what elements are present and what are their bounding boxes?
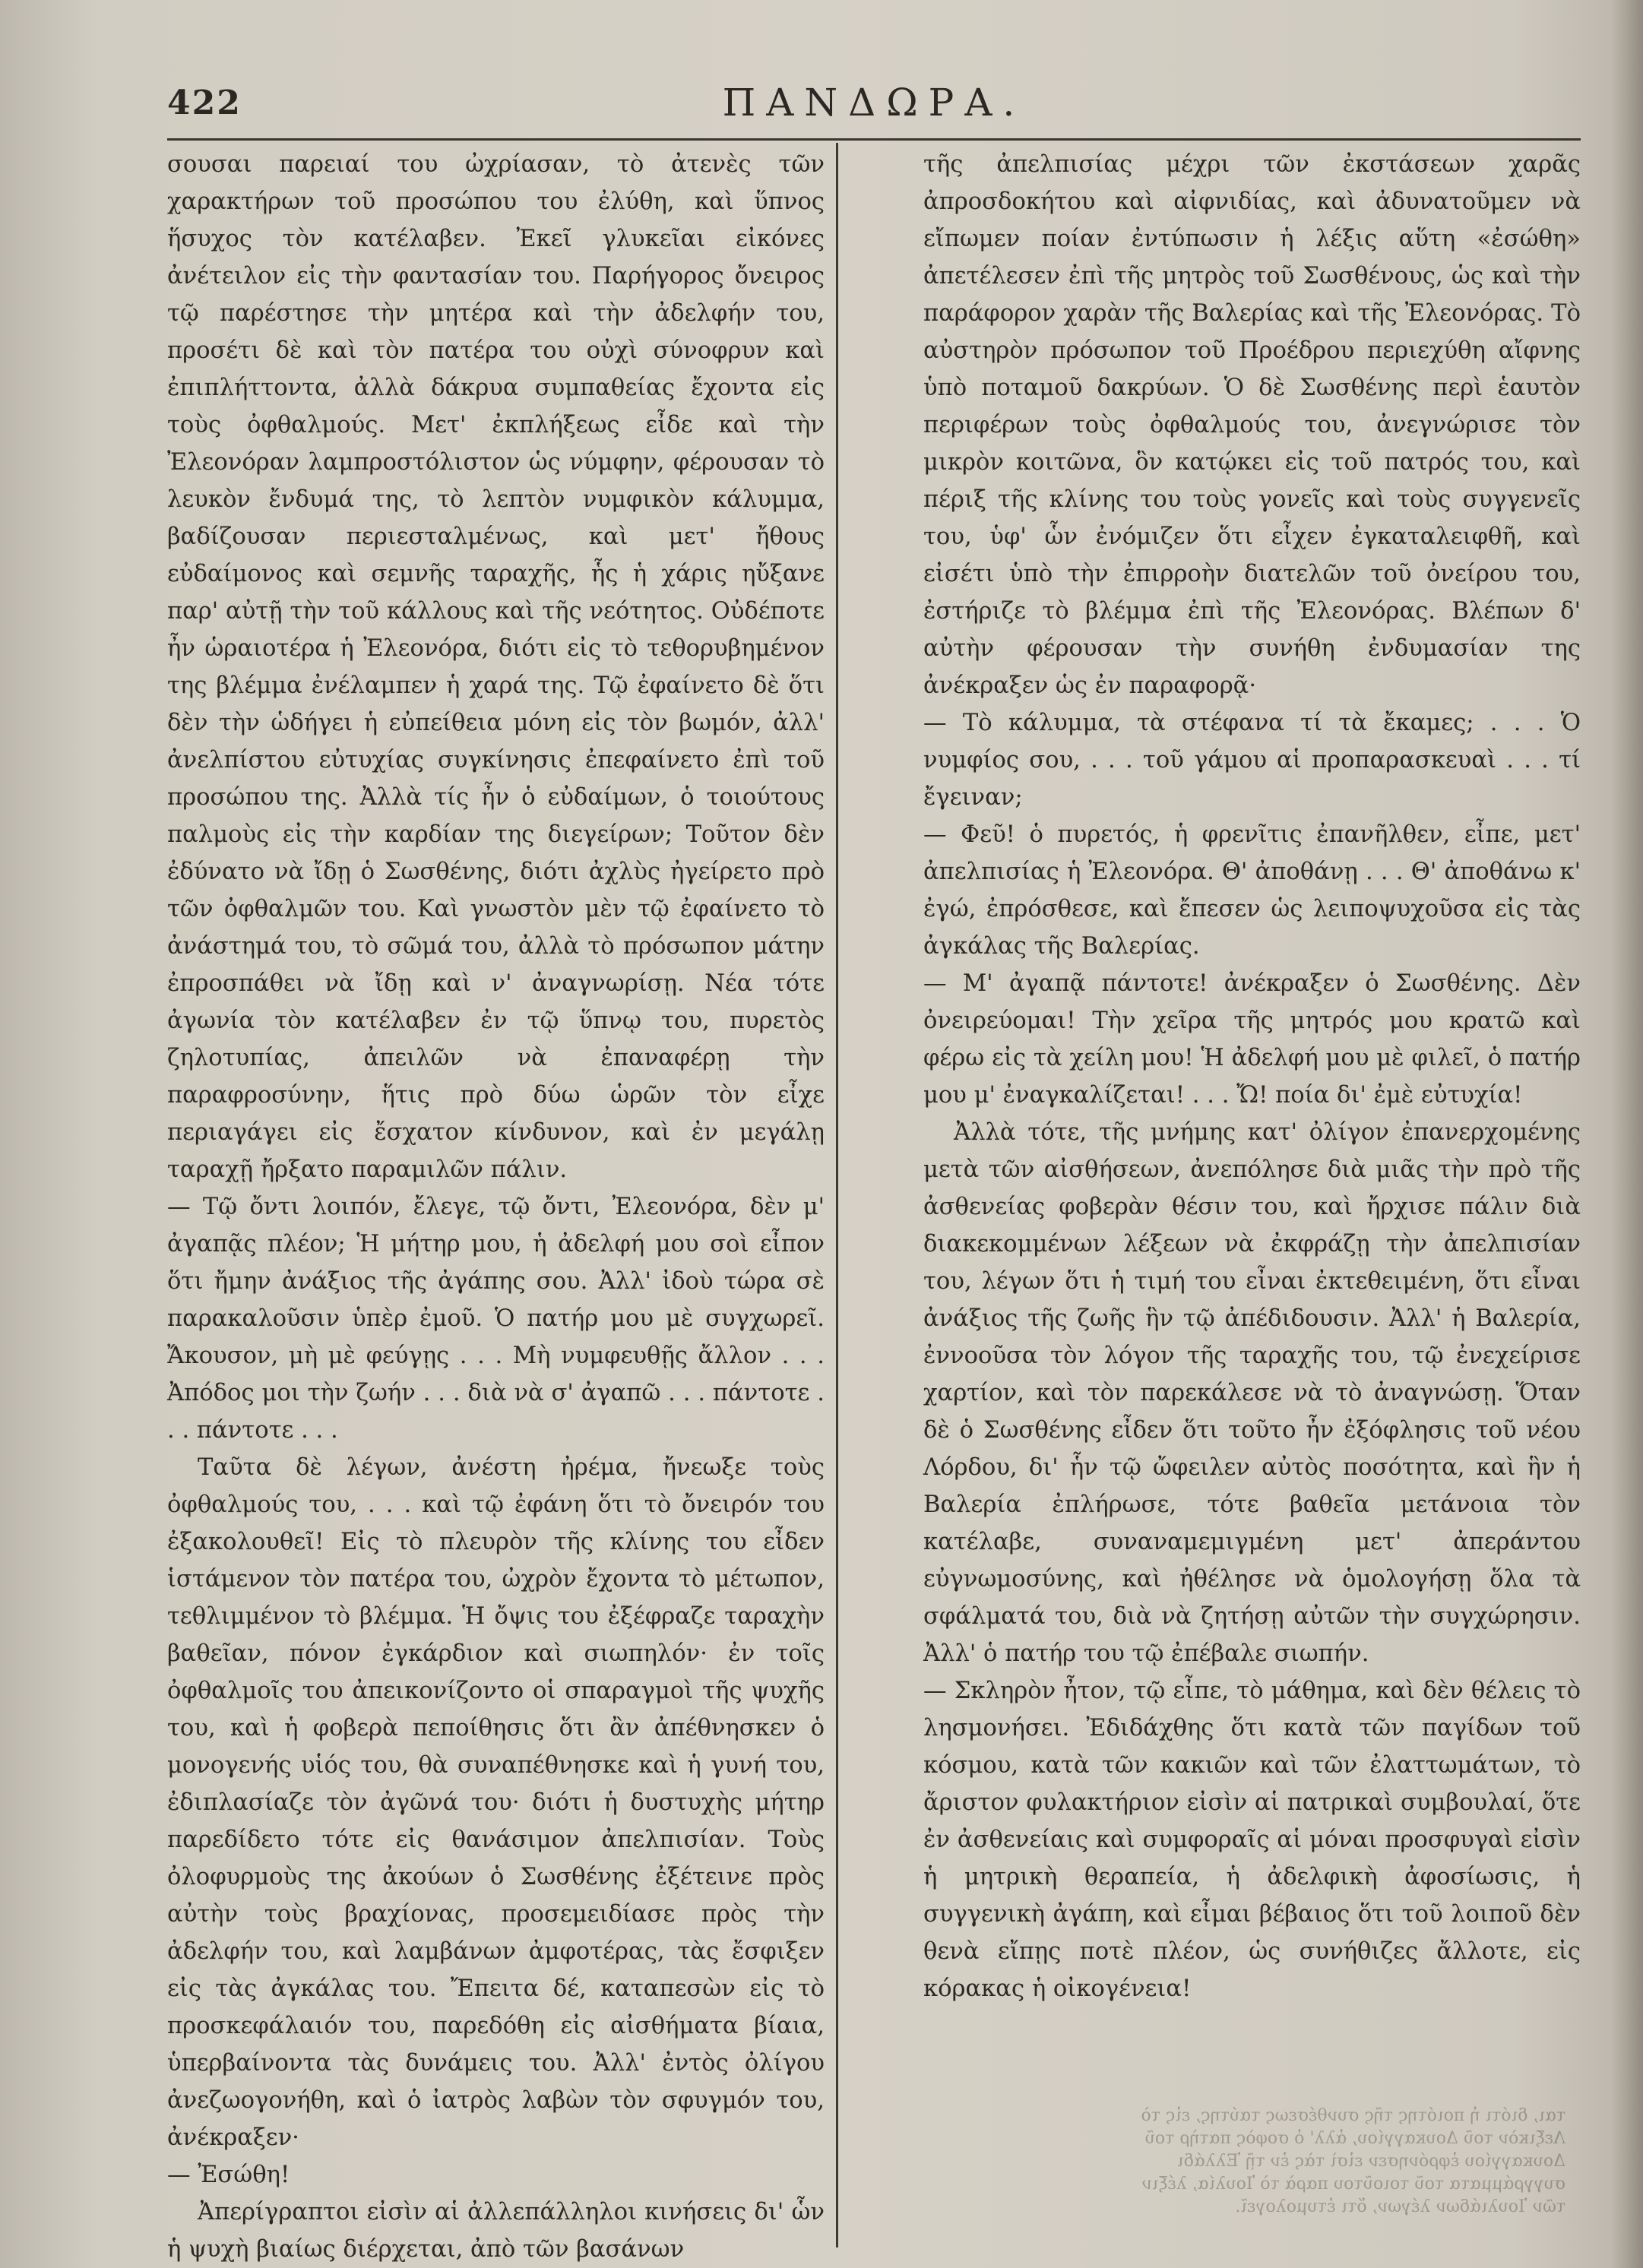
- show-through-text: ται, διότι ἡ ποιότης τῆς συνθέσεως ταύτης, εἰς τὸ Λεξικὸν τοῦ Δουκαγγίου, ἀλλ' ὁ σοφὸς πατὴρ τοῦ Δουκαγγίου ἐφρόνησεν εἰσὶ τὰς ἐν τῇ Ἑλλάδι συγγράμματα τοῦ τοιοῦτου παρὰ τὸ Ἰουλία, λέξιν τῶν Ἰουλιάδων λέγων, ὅτι ἐτυμολογεῖ.: [1141, 2106, 1565, 2216]
- left-column: [167, 146, 825, 2263]
- header-rule: [167, 138, 1581, 141]
- page-header: [167, 76, 1581, 137]
- dialogue-paragraph: — Ἐσώθη!: [167, 2162, 290, 2188]
- dialogue-paragraph: — Φεῦ! ὁ πυρετός, ἡ φρενῖτις ἐπανῆλθεν, εἶπε, μετ' ἀπελπισίας ἡ Ἐλεονόρα. Θ' ἀποθάνῃ . . . Θ' ἀποθάνω κ' ἐγώ, ἐπρόσθεσε, καὶ ἔπεσεν ὡς λειποψυχοῦσα εἰς τὰς ἀγκάλας τῆς Βαλερίας.: [923, 821, 1581, 960]
- dialogue-paragraph: — Μ' ἀγαπᾷ πάντοτε! ἀνέκραξεν ὁ Σωσθένης. Δὲν ὀνειρεύομαι! Τὴν χεῖρα τῆς μητρός μου κρατῶ καὶ φέρω εἰς τὰ χείλη μου! Ἡ ἀδελφή μου μὲ φιλεῖ, ὁ πατήρ μου μ' ἐναγκαλίζεται! . . . Ὤ! ποία δι' ἐμὲ εὐτυχία!: [923, 970, 1581, 1109]
- dialogue-paragraph: — Τῷ ὄντι λοιπόν, ἔλεγε, τῷ ὄντι, Ἐλεονόρα, δὲν μ' ἀγαπᾷς πλέον; Ἡ μήτηρ μου, ἡ ἀδελφή μου σοὶ εἶπον ὅτι ἤμην ἀνάξιος τῆς ἀγάπης σου. Ἀλλ' ἰδοὺ τώρα σὲ παρακαλοῦσιν ὑπὲρ ἐμοῦ. Ὁ πατήρ μου μὲ συγχωρεῖ. Ἄκουσον, μὴ μὲ φεύγῃς . . . Μὴ νυμφευθῇς ἄλλον . . . Ἀπόδος μοι τὴν ζωήν . . . διὰ νὰ σ' ἀγαπῶ . . . πάντοτε . . . πάντοτε . . .: [167, 1194, 825, 1444]
- page-number: 422: [167, 84, 242, 122]
- paragraph: Ταῦτα δὲ λέγων, ἀνέστη ἠρέμα, ἤνεωξε τοὺς ὀφθαλμούς του, . . . καὶ τῷ ἐφάνη ὅτι τὸ ὄνειρόν του ἐξακολουθεῖ! Εἰς τὸ πλευρὸν τῆς κλίνης του εἶδεν ἱστάμενον τὸν πατέρα του, ὠχρὸν ἔχοντα τὸ μέτωπον, τεθλιμμένον τὸ βλέμμα. Ἡ ὄψις του ἐξέφραζε ταραχὴν βαθεῖαν, πόνον ἐγκάρδιον καὶ σιωπηλόν· ἐν τοῖς ὀφθαλμοῖς του ἀπεικονίζοντο οἱ σπαραγμοὶ τῆς ψυχῆς του, καὶ ἡ φοβερὰ πεποίθησις ὅτι ἂν ἀπέθνησκεν ὁ μονογενής υἱός του, θὰ συναπέθνησκε καὶ ἡ γυνή του, ἐδιπλασίαζε τὸν ἀγῶνά του· διότι ἡ δυστυχὴς μήτηρ παρεδίδετο τότε εἰς θανάσιμον ἀπελπισίαν. Τοὺς ὀλοφυρμοὺς της ἀκούων ὁ Σωσθένης ἐξέτεινε πρὸς αὐτὴν τοὺς βραχίονας, προσεμειδίασε πρὸς τὴν ἀδελφήν του, καὶ λαμβάνων ἀμφοτέρας, τὰς ἔσφιξεν εἰς τὰς ἀγκάλας του. Ἔπειτα δέ, καταπεσὼν εἰς τὸ προσκεφάλαιόν του, παρεδόθη εἰς αἰσθήματα βίαια, ὑπερβαίνοντα τὰς δυνάμεις του. Ἀλλ' ἐντὸς ὀλίγου ἀνεζωογονήθη, καὶ ὁ ἰατρὸς λαβὼν τὸν σφυγμόν του, ἀνέκραξεν·: [167, 1454, 825, 2151]
- running-title: ΠΑΝΔΩΡΑ.: [722, 81, 1026, 125]
- right-column: [923, 146, 1581, 2243]
- dialogue-paragraph: — Σκληρὸν ἦτον, τῷ εἶπε, τὸ μάθημα, καὶ δὲν θέλεις τὸ λησμονήσει. Ἐδιδάχθης ὅτι κατὰ τῶν παγίδων τοῦ κόσμου, κατὰ τῶν κακιῶν καὶ τῶν ἐλαττωμάτων, τὸ ἄριστον φυλακτήριον εἰσὶν αἱ πατρικαὶ συμβουλαί, ὅτε ἐν ἀσθενείαις καὶ συμφοραῖς αἱ μόναι προσφυγαὶ εἰσὶν ἡ μητρικὴ θεραπεία, ἡ ἀδελφικὴ ἀφοσίωσις, ἡ συγγενικὴ ἀγάπη, καὶ εἶμαι βέβαιος ὅτι τοῦ λοιποῦ δὲν θενὰ εἴπῃς ποτὲ πλέον, ὡς συνήθιζες ἄλλοτε, εἰς κόρακας ἡ οἰκογένεια!: [923, 1678, 1581, 2002]
- dialogue-paragraph: — Τὸ κάλυμμα, τὰ στέφανα τί τὰ ἔκαμες; . . . Ὁ νυμφίος σου, . . . τοῦ γάμου αἱ προπαρασκευαὶ . . . τί ἔγειναν;: [923, 710, 1581, 811]
- page-spine-shadow: [1611, 0, 1643, 2268]
- paragraph: τῆς ἀπελπισίας μέχρι τῶν ἐκστάσεων χαρᾶς ἀπροσδοκήτου καὶ αἰφνιδίας, καὶ ἀδυνατοῦμεν νὰ εἴπωμεν ποίαν ἐντύπωσιν ἡ λέξις αὕτη «ἐσώθη» ἀπετέλεσεν ἐπὶ τῆς μητρὸς τοῦ Σωσθένους, ὡς καὶ τὴν παράφορον χαρὰν τῆς Βαλερίας καὶ τῆς Ἐλεονόρας. Τὸ αὐστηρὸν πρόσωπον τοῦ Προέδρου περιεχύθη αἴφνης ὑπὸ ποταμοῦ δακρύων. Ὁ δὲ Σωσθένης περὶ ἑαυτὸν περιφέρων τοὺς ὀφθαλμούς του, ἀνεγνώρισε τὸν μικρὸν κοιτῶνα, ὃν κατῴκει εἰς τοῦ πατρός του, καὶ πέριξ τῆς κλίνης του τοὺς γονεῖς καὶ τοὺς συγγενεῖς του, ὑφ' ὧν ἐνόμιζεν ὅτι εἶχεν ἐγκαταλειφθῆ, καὶ εἰσέτι ὑπὸ τὴν ἐπιρροὴν διατελῶν τοῦ ὀνείρου του, ἐστήριζε τὸ βλέμμα ἐπὶ τῆς Ἐλεονόρας. Βλέπων δ' αὐτὴν φέρουσαν τὴν συνήθη ἐνδυμασίαν της ἀνέκραξεν ὡς ἐν παραφορᾷ·: [923, 151, 1581, 699]
- paragraph: Ἀπερίγραπτοι εἰσὶν αἱ ἀλλεπάλληλοι κινήσεις δι' ὧν ἡ ψυχὴ βιαίως διέρχεται, ἀπὸ τῶν βασάνων: [167, 2199, 825, 2263]
- column-divider: [836, 143, 838, 2247]
- paragraph: σουσαι παρειαί του ὠχρίασαν, τὸ ἀτενὲς τῶν χαρακτήρων τοῦ προσώπου του ἐλύθη, καὶ ὕπνος ἥσυχος τὸν κατέλαβεν. Ἐκεῖ γλυκεῖαι εἰκόνες ἀνέτειλον εἰς τὴν φαντασίαν του. Παρήγορος ὄνειρος τῷ παρέστησε τὴν μητέρα καὶ τὴν ἀδελφήν του, προσέτι δὲ καὶ τὸν πατέρα του οὐχὶ σύνοφρυν καὶ ἐπιπλήττοντα, ἀλλὰ δάκρυα συμπαθείας ἔχοντα εἰς τοὺς ὀφθαλμούς. Μετ' ἐκπλήξεως εἶδε καὶ τὴν Ἐλεονόραν λαμπροστόλιστον ὡς νύμφην, φέρουσαν τὸ λευκὸν ἔνδυμά της, τὸ λεπτὸν νυμφικὸν κάλυμμα, βαδίζουσαν περιεσταλμένως, καὶ μετ' ἤθους εὐδαίμονος καὶ σεμνῆς ταραχῆς, ἧς ἡ χάρις ηὔξανε παρ' αὐτῇ τὴν τοῦ κάλλους καὶ τῆς νεότητος. Οὐδέποτε ἦν ὡραιοτέρα ἡ Ἐλεονόρα, διότι εἰς τὸ τεθορυβημένον της βλέμμα ἐνέλαμπεν ἡ χαρά της. Τῷ ἐφαίνετο δὲ ὅτι δὲν τὴν ὡδήγει ἡ εὐπείθεια μόνη εἰς τὸν βωμόν, ἀλλ' ἀνελπίστου εὐτυχίας συγκίνησις ἐπεφαίνετο ἐπὶ τοῦ προσώπου της. Ἀλλὰ τίς ἦν ὁ εὐδαίμων, ὁ τοιούτους παλμοὺς εἰς τὴν καρδίαν της διεγείρων; Τοῦτον δὲν ἐδύνατο νὰ ἴδῃ ὁ Σωσθένης, διότι ἀχλὺς ἠγείρετο πρὸ τῶν ὀφθαλμῶν του. Καὶ γνωστὸν μὲν τῷ ἐφαίνετο τὸ ἀνάστημά του, τὸ σῶμά του, ἀλλὰ τὸ πρόσωπον μάτην ἐπροσπάθει νὰ ἴδῃ καὶ ν' ἀναγνωρίσῃ. Νέα τότε ἀγωνία τὸν κατέλαβεν ἐν τῷ ὕπνῳ του, πυρετὸς ζηλοτυπίας, ἀπειλῶν νὰ ἐπαναφέρῃ τὴν παραφροσύνην, ἥτις πρὸ δύω ὡρῶν τὸν εἶχε περιαγάγει εἰς ἔσχατον κίνδυνον, καὶ ἐν μεγάλῃ ταραχῇ ἤρξατο παραμιλῶν πάλιν.: [167, 151, 825, 1183]
- paragraph: Ἀλλὰ τότε, τῆς μνήμης κατ' ὀλίγον ἐπανερχομένης μετὰ τῶν αἰσθήσεων, ἀνεπόλησε διὰ μιᾶς τὴν πρὸ τῆς ἀσθενείας φοβερὰν θέσιν του, καὶ ἤρχισε πάλιν διὰ διακεκομμένων λέξεων νὰ ἐκφράζῃ τὴν ἀπελπισίαν του, λέγων ὅτι ἡ τιμή του εἶναι ἐκτεθειμένη, ὅτι εἶναι ἀνάξιος τῆς ζωῆς ἣν τῷ ἀπέδιδουσιν. Ἀλλ' ἡ Βαλερία, ἐννοοῦσα τὸν λόγον τῆς ταραχῆς του, τῷ ἐνεχείρισε χαρτίον, καὶ τὸν παρεκάλεσε νὰ τὸ ἀναγνώσῃ. Ὅταν δὲ ὁ Σωσθένης εἶδεν ὅτι τοῦτο ἦν ἐξόφλησις τοῦ νέου Λόρδου, δι' ἧν τῷ ὤφειλεν αὐτὸς ποσότητα, καὶ ἣν ἡ Βαλερία ἐπλήρωσε, τότε βαθεῖα μετάνοια τὸν κατέλαβε, συναναμεμιγμένη μετ' ἀπεράντου εὐγνωμοσύνης, καὶ ἠθέλησε νὰ ὁμολογήσῃ ὅλα τὰ σφάλματά του, διὰ νὰ ζητήσῃ αὐτῶν τὴν συγχώρησιν. Ἀλλ' ὁ πατήρ του τῷ ἐπέβαλε σιωπήν.: [923, 1119, 1581, 1667]
